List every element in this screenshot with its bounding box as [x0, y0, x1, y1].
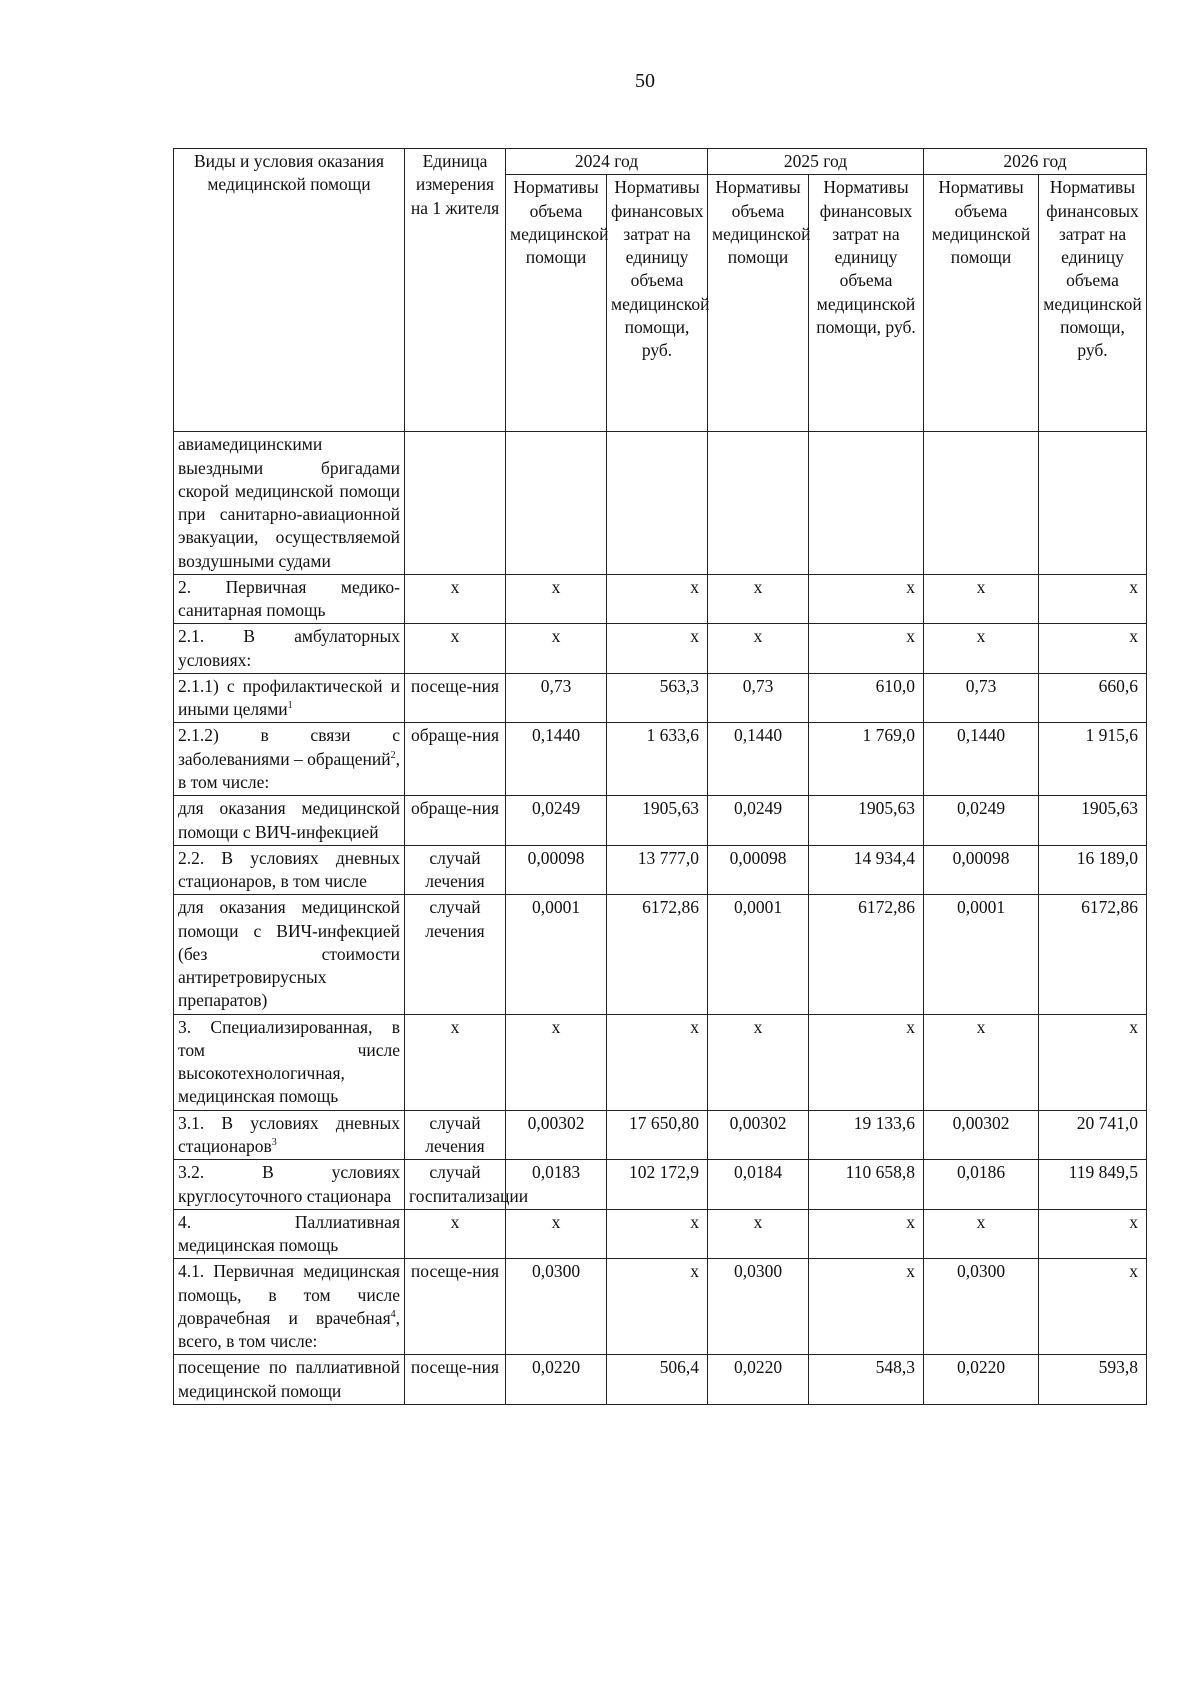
- cell-2024-volume: 0,73: [506, 673, 607, 723]
- cell-2024-volume: 0,1440: [506, 723, 607, 796]
- table-row: [174, 432, 1147, 575]
- cell-2025-cost: 548,3: [809, 1355, 924, 1405]
- cell-2024-volume: х: [506, 1209, 607, 1259]
- cell-2024-cost: 17 650,80: [607, 1110, 708, 1160]
- cell-2025-volume: х: [708, 574, 809, 624]
- cell-2026-cost: 6172,86: [1039, 895, 1147, 1014]
- cell-2024-cost: 1905,63: [607, 796, 708, 846]
- cell-2026-cost: 593,8: [1039, 1355, 1147, 1405]
- cell-unit: посеще-ния: [405, 1259, 506, 1355]
- cell-2025-volume: 0,00302: [708, 1110, 809, 1160]
- cell-2024-cost: 6172,86: [607, 895, 708, 1014]
- cell-unit: случай лечения: [405, 895, 506, 1014]
- cell-2025-cost: х: [809, 1014, 924, 1110]
- cell-2024-cost: х: [607, 574, 708, 624]
- cell-2025-volume: х: [708, 1014, 809, 1110]
- care-type-text: 3.1. В условиях дневных стационаров: [178, 1112, 400, 1156]
- care-type-text-tail: , всего, в том числе:: [178, 1307, 400, 1352]
- cell-2026-cost: х: [1039, 574, 1147, 624]
- cell-2024-cost: 13 777,0: [607, 845, 708, 895]
- cell-care-type: [174, 845, 405, 895]
- cell-2026-volume: 0,0186: [924, 1160, 1039, 1210]
- cell-unit: посеще-ния: [405, 1355, 506, 1405]
- cell-2024-volume: х: [506, 1014, 607, 1110]
- table-row: [174, 574, 1147, 624]
- care-type-text: 4.1. Первичная медицинская помощь, в том числе доврачебная и врачебная: [178, 1261, 400, 1328]
- cell-2026-volume: 0,00098: [924, 845, 1039, 895]
- cell-unit: х: [405, 574, 506, 624]
- cell-care-type: [174, 1110, 405, 1160]
- cell-2025-cost: 6172,86: [809, 895, 924, 1014]
- norms-table: [173, 148, 1147, 1405]
- cell-2025-cost: х: [809, 574, 924, 624]
- cell-2026-cost: 20 741,0: [1039, 1110, 1147, 1160]
- cell-2026-volume: х: [924, 1014, 1039, 1110]
- care-type-text-tail: , в том числе:: [178, 748, 401, 792]
- cell-2026-volume: 0,0001: [924, 895, 1039, 1014]
- care-type-text: 2.1.2) в связи с заболеваниями – обращений: [178, 725, 400, 769]
- cell-2025-volume: 0,1440: [708, 723, 809, 796]
- cell-care-type: [174, 1355, 405, 1405]
- header-2025-cost: Нормативы финансовых затрат на единицу объема медицинской помощи, руб.: [809, 175, 924, 432]
- cell-2024-cost: 563,3: [607, 673, 708, 723]
- header-year-2024: 2024 год: [506, 149, 708, 175]
- cell-2026-volume: 0,0249: [924, 796, 1039, 846]
- footnote-ref: 2: [390, 749, 396, 761]
- cell-2026-volume: [924, 432, 1039, 575]
- page-number: 50: [635, 70, 655, 92]
- cell-2024-volume: х: [506, 624, 607, 674]
- cell-2024-volume: 0,0220: [506, 1355, 607, 1405]
- header-unit: Единица измерения на 1 жителя: [405, 149, 506, 432]
- care-type-text: 2.1. В амбулаторных условиях:: [178, 626, 400, 670]
- care-type-text: для оказания медицинской помощи с ВИЧ-инфекцией (без стоимости антиретровирусных препаратов): [178, 897, 400, 1011]
- care-type-text: 2. Первичная медико-санитарная помощь: [178, 576, 400, 621]
- cell-2025-cost: х: [809, 1259, 924, 1355]
- cell-care-type: [174, 796, 405, 846]
- cell-care-type: [174, 574, 405, 624]
- cell-2025-volume: 0,0001: [708, 895, 809, 1014]
- cell-2025-volume: 0,0300: [708, 1259, 809, 1355]
- table-row: [174, 796, 1147, 846]
- cell-care-type: [174, 723, 405, 796]
- table-row: [174, 1259, 1147, 1355]
- cell-2025-volume: х: [708, 624, 809, 674]
- cell-2026-volume: 0,0300: [924, 1259, 1039, 1355]
- table-row: [174, 624, 1147, 674]
- cell-2024-cost: х: [607, 1259, 708, 1355]
- cell-2024-cost: х: [607, 1014, 708, 1110]
- cell-2025-cost: 1 769,0: [809, 723, 924, 796]
- header-row-years: [174, 149, 1147, 175]
- footnote-ref: 4: [390, 1309, 396, 1320]
- cell-2025-volume: 0,73: [708, 673, 809, 723]
- cell-care-type: [174, 673, 405, 723]
- cell-2025-volume: х: [708, 1209, 809, 1259]
- cell-2025-volume: 0,0220: [708, 1355, 809, 1405]
- cell-2024-volume: х: [506, 574, 607, 624]
- cell-unit: случай госпитализации: [405, 1160, 506, 1210]
- cell-unit: х: [405, 1209, 506, 1259]
- cell-2024-volume: [506, 432, 607, 575]
- cell-2026-cost: 16 189,0: [1039, 845, 1147, 895]
- cell-care-type: [174, 895, 405, 1014]
- cell-2025-cost: х: [809, 1209, 924, 1259]
- table-row: [174, 723, 1147, 796]
- cell-2024-volume: 0,0183: [506, 1160, 607, 1210]
- cell-2024-cost: 102 172,9: [607, 1160, 708, 1210]
- cell-2026-cost: 119 849,5: [1039, 1160, 1147, 1210]
- cell-2024-cost: 1 633,6: [607, 723, 708, 796]
- cell-2026-cost: х: [1039, 1209, 1147, 1259]
- table-row: [174, 1209, 1147, 1259]
- cell-2024-cost: х: [607, 1209, 708, 1259]
- header-2026-cost: Нормативы финансовых затрат на единицу объема медицинской помощи, руб.: [1039, 175, 1147, 432]
- table-row: [174, 895, 1147, 1014]
- cell-2026-volume: 0,73: [924, 673, 1039, 723]
- cell-2025-cost: 19 133,6: [809, 1110, 924, 1160]
- cell-2026-cost: х: [1039, 1259, 1147, 1355]
- cell-care-type: [174, 432, 405, 575]
- cell-2026-volume: х: [924, 624, 1039, 674]
- cell-2026-cost: х: [1039, 1014, 1147, 1110]
- cell-2026-cost: 660,6: [1039, 673, 1147, 723]
- cell-2025-volume: 0,0249: [708, 796, 809, 846]
- cell-unit: обраще-ния: [405, 796, 506, 846]
- cell-2025-cost: 1905,63: [809, 796, 924, 846]
- cell-2026-cost: 1905,63: [1039, 796, 1147, 846]
- cell-unit: х: [405, 1014, 506, 1110]
- cell-unit: случай лечения: [405, 1110, 506, 1160]
- cell-2025-cost: 110 658,8: [809, 1160, 924, 1210]
- header-year-2026: 2026 год: [924, 149, 1147, 175]
- cell-2024-volume: 0,0300: [506, 1259, 607, 1355]
- cell-care-type: [174, 1160, 405, 1210]
- table-row: [174, 1355, 1147, 1405]
- cell-care-type: [174, 1209, 405, 1259]
- care-type-text: 3.2. В условиях круглосуточного стационара: [178, 1162, 400, 1206]
- cell-unit: случай лечения: [405, 845, 506, 895]
- cell-2024-volume: 0,00098: [506, 845, 607, 895]
- cell-2025-cost: [809, 432, 924, 575]
- cell-care-type: [174, 624, 405, 674]
- cell-2025-volume: 0,0184: [708, 1160, 809, 1210]
- cell-care-type: [174, 1259, 405, 1355]
- cell-2025-cost: 610,0: [809, 673, 924, 723]
- table-row: [174, 1160, 1147, 1210]
- cell-2026-cost: 1 915,6: [1039, 723, 1147, 796]
- cell-2026-cost: [1039, 432, 1147, 575]
- table-row: [174, 1110, 1147, 1160]
- care-type-text: 2.2. В условиях дневных стационаров, в том числе: [178, 847, 400, 892]
- cell-unit: [405, 432, 506, 575]
- header-2026-volume: Нормативы объема медицинской помощи: [924, 175, 1039, 432]
- care-type-text: посещение по паллиативной медицинской помощи: [178, 1357, 400, 1401]
- table-row: [174, 845, 1147, 895]
- care-type-text: 2.1.1) с профилактической и иными целями: [178, 675, 400, 720]
- header-type: Виды и условия оказания медицинской помощи: [174, 149, 405, 432]
- care-type-text: авиамедицинскими выездными бригадами скорой медицинской помощи при санитарно-авиационной эвакуации, осуществляемой воздушными судами: [178, 434, 400, 571]
- footnote-ref: 1: [287, 700, 293, 712]
- header-2025-volume: Нормативы объема медицинской помощи: [708, 175, 809, 432]
- cell-2026-volume: х: [924, 1209, 1039, 1259]
- cell-2026-volume: 0,1440: [924, 723, 1039, 796]
- cell-2024-volume: 0,0249: [506, 796, 607, 846]
- cell-2026-cost: х: [1039, 624, 1147, 674]
- care-type-text: для оказания медицинской помощи с ВИЧ-инфекцией: [178, 798, 400, 842]
- header-2024-volume: Нормативы объема медицинской помощи: [506, 175, 607, 432]
- cell-2026-volume: 0,00302: [924, 1110, 1039, 1160]
- cell-2024-cost: [607, 432, 708, 575]
- cell-2025-volume: 0,00098: [708, 845, 809, 895]
- cell-2026-volume: х: [924, 574, 1039, 624]
- cell-2024-cost: х: [607, 624, 708, 674]
- header-2024-cost: Нормативы финансовых затрат на единицу объема медицинской помощи, руб.: [607, 175, 708, 432]
- cell-care-type: [174, 1014, 405, 1110]
- cell-2024-volume: 0,0001: [506, 895, 607, 1014]
- cell-unit: х: [405, 624, 506, 674]
- cell-2025-cost: х: [809, 624, 924, 674]
- cell-2026-volume: 0,0220: [924, 1355, 1039, 1405]
- cell-2024-volume: 0,00302: [506, 1110, 607, 1160]
- footnote-ref: 3: [271, 1137, 277, 1149]
- care-type-text: 3. Специализированная, в том числе высокотехнологичная, медицинская помощь: [178, 1016, 400, 1107]
- table-row: [174, 673, 1147, 723]
- cell-unit: посеще-ния: [405, 673, 506, 723]
- cell-2025-volume: [708, 432, 809, 575]
- cell-2024-cost: 506,4: [607, 1355, 708, 1405]
- cell-unit: обраще-ния: [405, 723, 506, 796]
- care-type-text: 4. Паллиативная медицинская помощь: [178, 1211, 400, 1256]
- cell-2025-cost: 14 934,4: [809, 845, 924, 895]
- table-row: [174, 1014, 1147, 1110]
- header-year-2025: 2025 год: [708, 149, 924, 175]
